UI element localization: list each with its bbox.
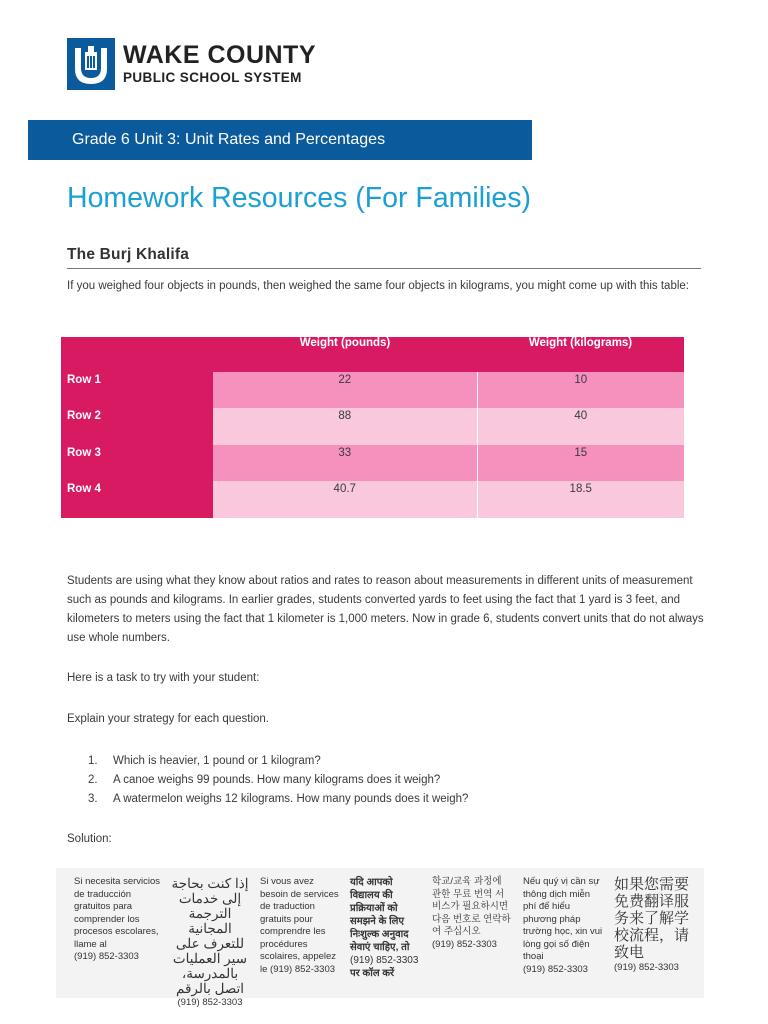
translation-notice-arabic: [170, 876, 250, 1009]
notice-text: Nếu quý vị cần sự thông dịch miễn phí để hiểu phương pháp trường học, xin vui lòng gọi số điện thoại: [523, 876, 603, 962]
notice-text: 학교/교육 과정에 관한 무료 번역 서비스가 필요하시면 다음 번호로 연락하여 주십시오: [432, 876, 511, 937]
question-number: 2.: [88, 774, 98, 786]
list-item: [88, 771, 468, 790]
kilograms-cell: 40: [477, 408, 684, 445]
logo-line-2: PUBLIC SCHOOL SYSTEM: [123, 70, 302, 86]
translation-notice-korean: [432, 876, 512, 951]
notice-text: إذا كنت بحاجة إلى خدمات الترجمة المجانية للتعرف على سير العمليات بالمدرسة، اتصل بالرقم: [171, 876, 249, 996]
question-text: A canoe weighs 99 pounds. How many kilograms does it weigh?: [113, 774, 441, 786]
divider: [67, 268, 701, 269]
table-row: [61, 481, 684, 518]
phone-number: (919) 852-3303: [177, 997, 243, 1008]
notice-text: Si vous avez besoin de services de traduction gratuits pour comprendre les procédures scolaires, appelez le: [260, 876, 339, 975]
table-row: [61, 372, 684, 409]
question-number: 3.: [88, 793, 98, 805]
table-row: [61, 445, 684, 482]
pounds-cell: 22: [213, 372, 477, 409]
notice-text: 如果您需要免费翻译服务来了解学校流程，请致电: [614, 876, 690, 961]
pounds-cell: 40.7: [213, 481, 477, 518]
notice-text: Si necesita servicios de traducción gratuitos para comprender los procesos escolares, llame al: [74, 876, 161, 950]
translation-notice-french: [260, 876, 340, 976]
pounds-cell: 88: [213, 408, 477, 445]
phone-number: (919) 852-3303: [432, 938, 497, 950]
logo-wordmark: [123, 43, 316, 85]
list-item: [88, 752, 468, 771]
row-label: Row 2: [61, 408, 213, 445]
question-text: Which is heavier, 1 pound or 1 kilogram?: [113, 755, 321, 767]
kilograms-cell: 18.5: [477, 481, 684, 518]
list-item: [88, 790, 468, 809]
phone-number: (919) 852-3303: [350, 955, 419, 966]
explanation-paragraph: Students are using what they know about ratios and rates to reason about measurements in different units of measurement such as pounds and kilograms. In earlier grades, students converted yards to feet using the fact that 1 yard is 3 feet, and kilometers to meters using the fact that 1 kilometer is 1,000 meters. Now in grade 6, students convert units that do not always use whole numbers.: [67, 575, 704, 644]
building-icon: [67, 38, 115, 90]
translation-notice-chinese: [614, 876, 692, 974]
unit-banner-text: Grade 6 Unit 3: Unit Rates and Percentages: [72, 131, 386, 148]
section-heading: The Burj Khalifa: [67, 246, 190, 263]
solution-label: Solution:: [67, 833, 112, 845]
notice-suffix: पर कॉल करें: [350, 968, 395, 979]
task-intro: Here is a task to try with your student:: [67, 672, 260, 684]
phone-number: (919) 852-3303: [74, 951, 139, 962]
row-label: Row 3: [61, 445, 213, 482]
question-number: 1.: [88, 755, 98, 767]
row-label: Row 1: [61, 372, 213, 409]
intro-paragraph: If you weighed four objects in pounds, then weighed the same four objects in kilograms, you might come up with this table:: [67, 280, 689, 292]
district-logo: [67, 38, 316, 90]
phone-number: (919) 852-3303: [523, 963, 588, 975]
row-label: Row 4: [61, 481, 213, 518]
translation-notice-spanish: [74, 876, 162, 964]
question-text: A watermelon weighs 12 kilograms. How many pounds does it weigh?: [113, 793, 469, 805]
table-header-pounds: Weight (pounds): [213, 337, 477, 372]
logo-line-1: WAKE COUNTY: [123, 41, 316, 70]
table-header-row: [61, 337, 684, 372]
notice-text: यदि आपको विद्यालय की प्रक्रियाओं को समझने के लिए निःशुल्क अनुवाद सेवाएं चाहिए, तो: [350, 877, 410, 953]
phone-number: (919) 852-3303: [270, 963, 336, 975]
phone-number: (919) 852-3303: [614, 962, 679, 973]
question-list: [88, 752, 468, 809]
table-row: [61, 408, 684, 445]
weights-table: [61, 337, 684, 518]
kilograms-cell: 15: [477, 445, 684, 482]
translation-notice-hindi: [350, 876, 422, 980]
table-header-kilograms: Weight (kilograms): [477, 337, 684, 372]
translation-notice-vietnamese: [523, 876, 605, 976]
unit-banner: [28, 120, 532, 160]
table-header-blank: [61, 337, 213, 372]
task-instruction: Explain your strategy for each question.: [67, 713, 270, 725]
pounds-cell: 33: [213, 445, 477, 482]
page-title: Homework Resources (For Families): [67, 182, 532, 214]
kilograms-cell: 10: [477, 372, 684, 409]
